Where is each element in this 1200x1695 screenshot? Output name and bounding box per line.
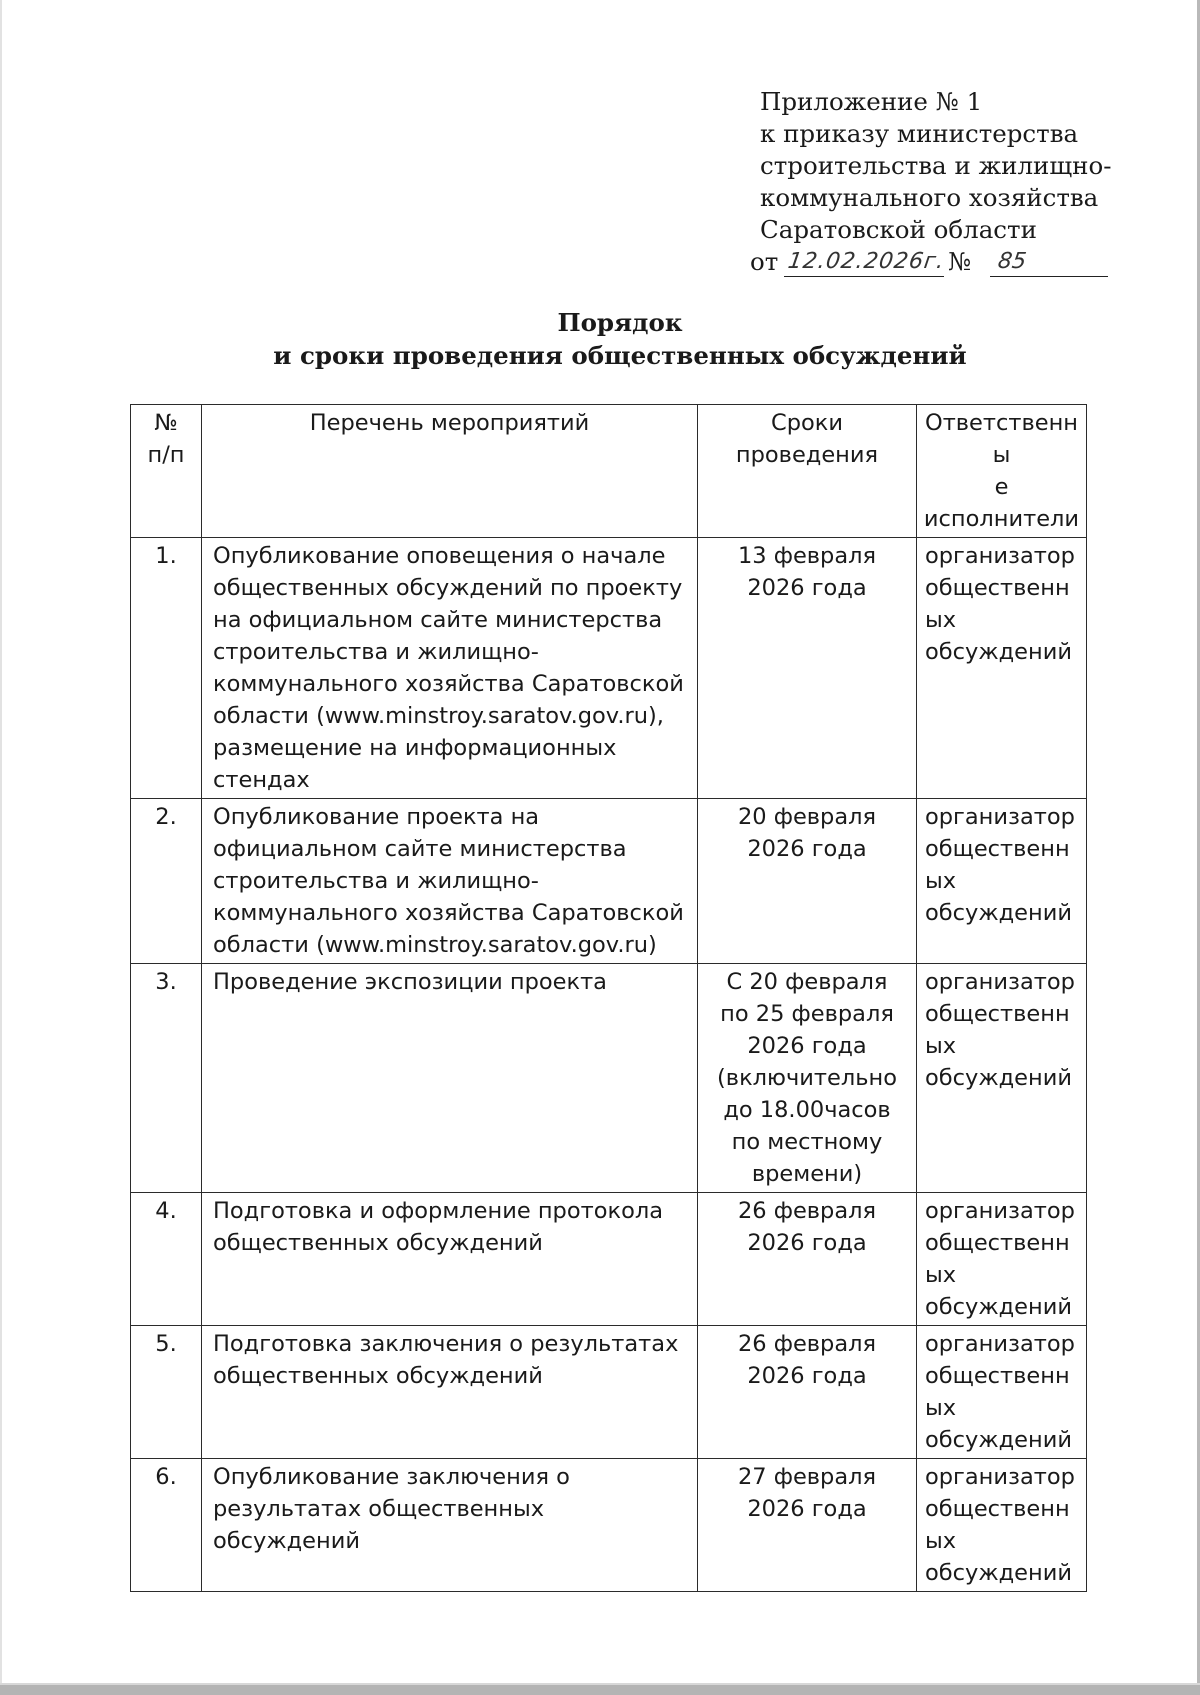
order-number-sign: № <box>948 247 972 276</box>
handwritten-order-date: 12.02.2026г. <box>786 249 947 274</box>
term-line: 20 февраля <box>737 804 877 830</box>
event-line: Опубликование проекта на <box>213 804 540 830</box>
responsible-line: общественных <box>925 575 1070 633</box>
order-reference <box>750 246 1180 278</box>
event-line: общественных обсуждений <box>213 1230 543 1256</box>
responsible-line: обсуждений <box>925 1560 1072 1586</box>
term-line: 2026 года <box>747 1363 867 1389</box>
event-line: области (www.minstroy.saratov.gov.ru) <box>213 932 657 958</box>
row-term <box>698 1459 917 1592</box>
header-term-line: Сроки <box>771 410 843 436</box>
row-term <box>698 1193 917 1326</box>
handwritten-order-number: 85 <box>996 249 1028 274</box>
row-term <box>698 538 917 799</box>
row-term <box>698 964 917 1193</box>
term-line: по 25 февраля <box>720 1001 894 1027</box>
row-term <box>698 799 917 964</box>
header-event <box>202 405 698 538</box>
order-prefix: от <box>750 247 779 276</box>
header-responsible-line: е исполнители <box>923 474 1080 532</box>
row-responsible <box>917 799 1087 964</box>
row-number: 3. <box>131 964 202 1193</box>
event-line: коммунального хозяйства Саратовской <box>213 900 684 926</box>
row-number: 1. <box>131 538 202 799</box>
header-num <box>131 405 202 538</box>
table-row <box>131 964 1087 1193</box>
row-number: 4. <box>131 1193 202 1326</box>
event-line: общественных обсуждений по проекту <box>213 575 683 601</box>
responsible-line: организатор <box>925 1464 1075 1490</box>
responsible-line: обсуждений <box>925 639 1072 665</box>
row-event <box>202 799 698 964</box>
term-line: по местному <box>731 1129 883 1155</box>
scan-edge-bottom <box>0 1685 1200 1695</box>
responsible-line: организатор <box>925 969 1075 995</box>
event-line: строительства и жилищно- <box>213 868 539 894</box>
header-event-line: Перечень мероприятий <box>309 410 590 436</box>
appendix-line: Саратовской области <box>760 215 1037 244</box>
event-line: Подготовка заключения о результатах <box>213 1331 679 1357</box>
responsible-line: организатор <box>925 1331 1075 1357</box>
row-event <box>202 1459 698 1592</box>
events-table <box>130 404 1087 1592</box>
header-responsible <box>917 405 1087 538</box>
responsible-line: общественных <box>925 1001 1070 1059</box>
row-number: 2. <box>131 799 202 964</box>
term-line: 2026 года <box>747 1496 867 1522</box>
term-line: 26 февраля <box>737 1198 877 1224</box>
row-number: 6. <box>131 1459 202 1592</box>
event-line: результатах общественных <box>213 1496 545 1522</box>
row-responsible <box>917 964 1087 1193</box>
row-responsible <box>917 1459 1087 1592</box>
appendix-header <box>750 86 1180 278</box>
table-header-row <box>131 405 1087 538</box>
term-line: 13 февраля <box>737 543 877 569</box>
responsible-line: обсуждений <box>925 1065 1072 1091</box>
row-term <box>698 1326 917 1459</box>
header-responsible-line: Ответственны <box>924 410 1079 468</box>
event-line: Подготовка и оформление протокола <box>213 1198 663 1224</box>
event-line: строительства и жилищно- <box>213 639 539 665</box>
table-row <box>131 1193 1087 1326</box>
term-line: 26 февраля <box>737 1331 877 1357</box>
event-line: области (www.minstroy.saratov.gov.ru), <box>213 703 664 729</box>
responsible-line: общественных <box>925 1363 1070 1421</box>
table-row <box>131 1459 1087 1592</box>
term-line: 2026 года <box>747 1230 867 1256</box>
event-line: на официальном сайте министерства <box>213 607 663 633</box>
appendix-line: Приложение № 1 <box>760 87 983 116</box>
responsible-line: обсуждений <box>925 900 1072 926</box>
appendix-line: коммунального хозяйства <box>760 183 1099 212</box>
event-line: официальном сайте министерства <box>213 836 627 862</box>
event-line: Проведение экспозиции проекта <box>213 969 607 995</box>
row-number: 5. <box>131 1326 202 1459</box>
event-line: размещение на информационных <box>213 735 617 761</box>
row-responsible <box>917 1326 1087 1459</box>
term-line: времени) <box>751 1161 863 1187</box>
row-event <box>202 538 698 799</box>
row-responsible <box>917 538 1087 799</box>
term-line: 2026 года <box>747 575 867 601</box>
header-num-line: п/п <box>147 442 185 468</box>
table-row <box>131 1326 1087 1459</box>
event-line: коммунального хозяйства Саратовской <box>213 671 684 697</box>
event-line: стендах <box>213 767 310 793</box>
title-line-2: и сроки проведения общественных обсуждений <box>273 341 967 370</box>
responsible-line: обсуждений <box>925 1427 1072 1453</box>
header-num-line: № <box>154 410 178 436</box>
responsible-line: общественных <box>925 1496 1070 1554</box>
table-row <box>131 799 1087 964</box>
responsible-line: обсуждений <box>925 1294 1072 1320</box>
event-line: общественных обсуждений <box>213 1363 543 1389</box>
event-line: Опубликование оповещения о начале <box>213 543 666 569</box>
appendix-line: к приказу министерства <box>760 119 1079 148</box>
event-line: обсуждений <box>213 1528 360 1554</box>
header-term <box>698 405 917 538</box>
row-event <box>202 964 698 1193</box>
table-row <box>131 538 1087 799</box>
row-event <box>202 1193 698 1326</box>
responsible-line: организатор <box>925 1198 1075 1224</box>
responsible-line: организатор <box>925 543 1075 569</box>
document-title <box>0 306 1200 372</box>
appendix-line: строительства и жилищно- <box>760 151 1112 180</box>
scan-edge-left <box>0 0 2 1695</box>
term-line: 27 февраля <box>737 1464 877 1490</box>
term-line: С 20 февраля <box>726 969 888 995</box>
term-line: 2026 года <box>747 1033 867 1059</box>
title-line-1: Порядок <box>557 308 683 337</box>
term-line: 2026 года <box>747 836 867 862</box>
event-line: Опубликование заключения о <box>213 1464 570 1490</box>
row-responsible <box>917 1193 1087 1326</box>
term-line: до 18.00часов <box>723 1097 891 1123</box>
row-event <box>202 1326 698 1459</box>
responsible-line: организатор <box>925 804 1075 830</box>
header-term-line: проведения <box>735 442 879 468</box>
responsible-line: общественных <box>925 836 1070 894</box>
responsible-line: общественных <box>925 1230 1070 1288</box>
term-line: (включительно <box>717 1065 897 1091</box>
